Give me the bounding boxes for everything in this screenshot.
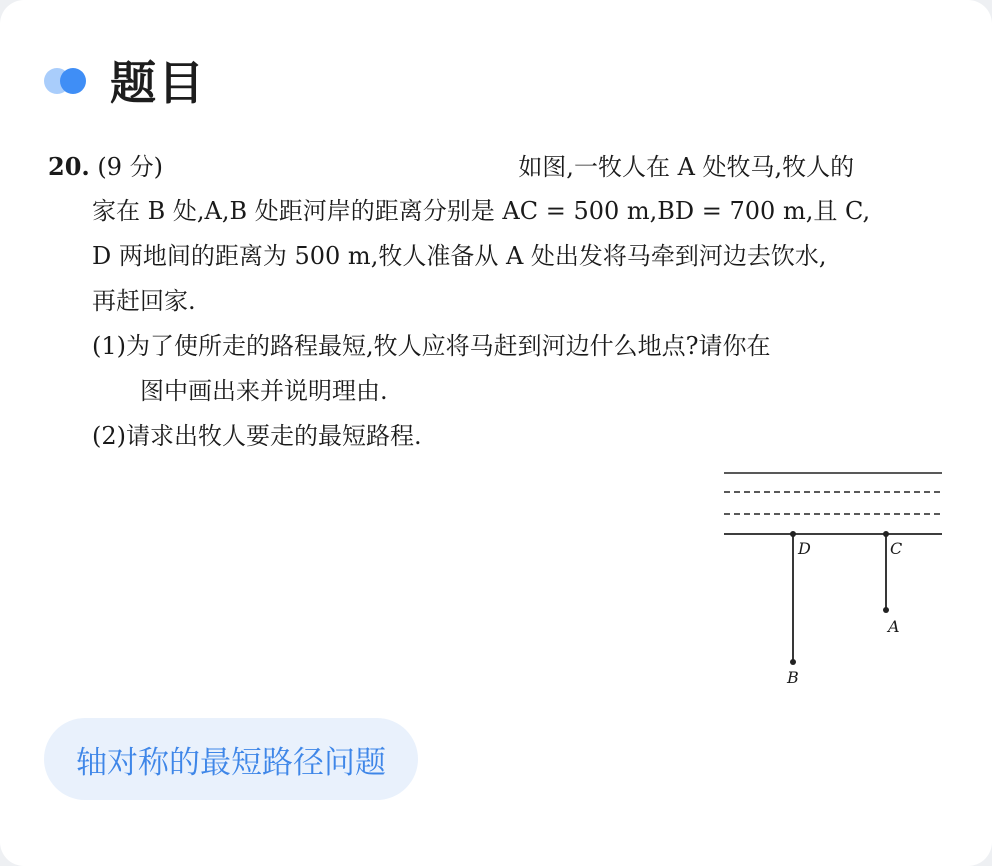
problem-line-2: 家在 B 处,A,B 处距河岸的距离分别是 AC = 500 m,BD = 700 m,且 C, (92, 197, 871, 225)
point-d (790, 531, 796, 537)
problem-number: 20. (48, 152, 90, 181)
topic-tag-label: 轴对称的最短路径问题 (76, 744, 386, 781)
problem-score: (9 分) (97, 153, 164, 181)
section-header (44, 52, 206, 108)
problem-text (48, 144, 948, 459)
point-a (883, 607, 889, 613)
label-a: A (888, 617, 900, 636)
problem-intro: 如图,一牧人在 A 处牧马,牧人的 (518, 153, 855, 181)
bullet-dots-icon (44, 65, 90, 95)
subquestion-2: (2)请求出牧人要走的最短路程. (92, 422, 422, 450)
label-b: B (787, 668, 799, 687)
label-d: D (798, 539, 811, 558)
section-title: 题目 (110, 56, 206, 110)
problem-line-1 (48, 144, 948, 189)
problem-line-3: D 两地间的距离为 500 m,牧人准备从 A 处出发将马牵到河边去饮水, (92, 242, 827, 270)
point-c (883, 531, 889, 537)
problem-line-4: 再赶回家. (92, 287, 196, 315)
label-c: C (890, 539, 903, 558)
subquestion-1: (1)为了使所走的路程最短,牧人应将马赶到河边什么地点?请你在 (92, 332, 771, 360)
river-diagram (716, 462, 952, 690)
point-b (790, 659, 796, 665)
subquestion-1-cont: 图中画出来并说明理由. (140, 377, 388, 405)
topic-tag[interactable] (44, 718, 418, 800)
